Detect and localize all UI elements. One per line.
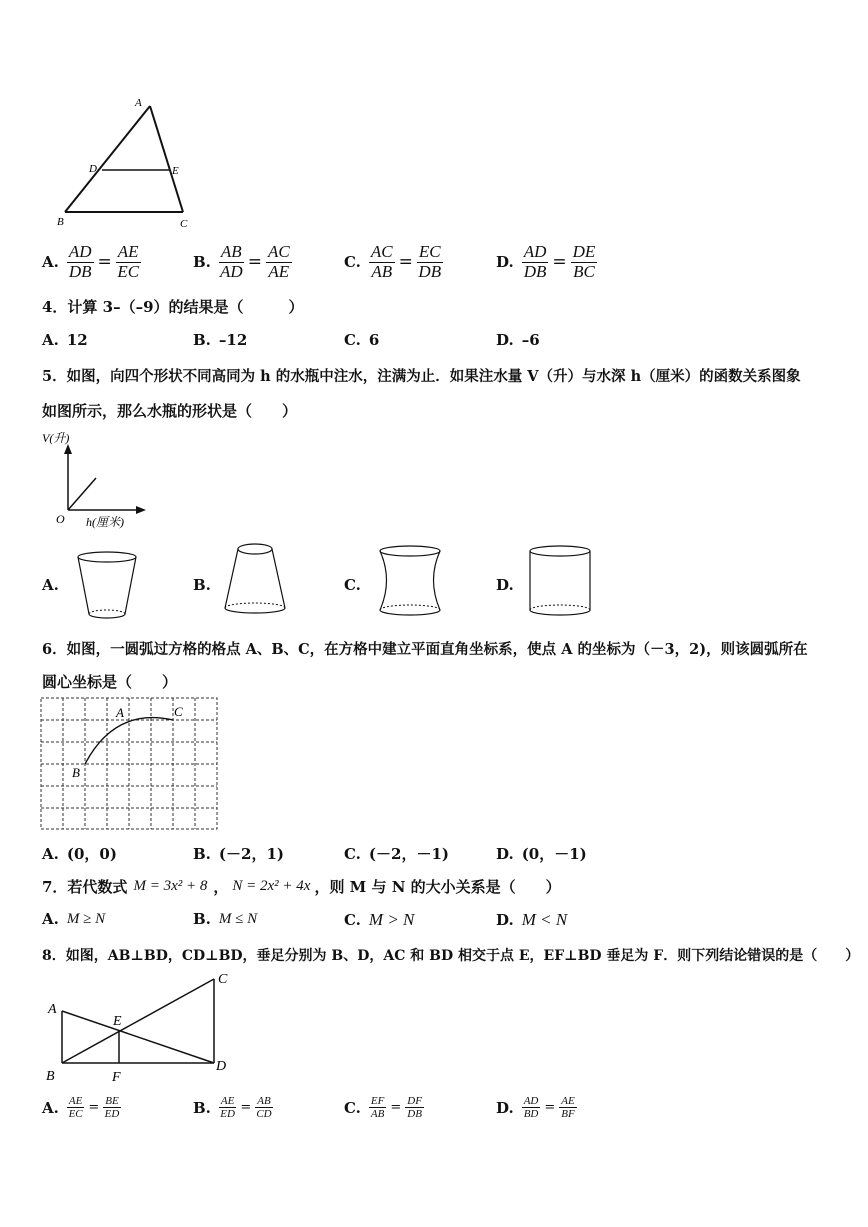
fraction: $\frac{AD}{DB}$ — [523, 242, 547, 281]
q6-option-d[interactable]: D. (0，－1) — [496, 844, 587, 863]
q8-stem: 8．如图，AB⊥BD，CD⊥BD，垂足分别为 B、D，AC 和 BD 相交于点 E，EF⊥BD 垂足为 F．则下列结论错误的是（ ） — [42, 948, 860, 964]
fig8-label-A: A — [48, 1002, 57, 1017]
q5-option-b[interactable]: B. — [193, 576, 211, 594]
fig8-label-D: D — [216, 1059, 227, 1074]
x-axis-label: h(厘米) — [86, 515, 124, 529]
q6-option-b[interactable]: B. (－2，1) — [193, 844, 284, 863]
fraction: $\frac{AB}{AD}$ — [219, 242, 243, 281]
fraction: $\frac{AC}{AE}$ — [267, 242, 290, 281]
m-expression: M = 3x² + 8 — [133, 878, 208, 894]
label-D: D — [89, 163, 97, 175]
perpendicular-figure — [42, 965, 242, 1085]
label-A: A — [135, 97, 142, 109]
q4-stem: 4．计算 3–（–9）的结果是（ ） — [42, 298, 304, 316]
bottle-d-icon — [525, 542, 595, 622]
volume-depth-graph — [40, 428, 160, 533]
origin-label: O — [56, 512, 65, 526]
grid-label-C: C — [174, 704, 183, 719]
q7-stem: 7．若代数式 M = 3x² + 8 ， N = 2x² + 4x ，则 M 与 N 的大小关系是（ ） — [42, 878, 561, 896]
fraction: $\frac{AD}{DB}$ — [68, 242, 92, 281]
option-label: D. — [496, 253, 514, 272]
q3-option-a[interactable]: A. $\frac{AD}{DB}$ = $\frac{AE}{EC}$ — [42, 242, 140, 281]
q5-stem-line1: 5．如图，向四个形状不同高同为 h 的水瓶中注水，注满为止．如果注水量 V（升）与水深 h（厘米）的函数关系图象 — [42, 368, 801, 385]
q7-option-b[interactable]: B. M ≤ N — [193, 910, 258, 928]
q8-option-d[interactable]: D. $\frac{AD}{BD}$ = $\frac{AE}{BF}$ — [496, 1095, 575, 1121]
q6-option-c[interactable]: C. (－2，－1) — [344, 844, 449, 863]
q4-option-a[interactable]: A. 12 — [42, 331, 88, 349]
q6-stem-line1: 6．如图，一圆弧过方格的格点 A、B、C，在方格中建立平面直角坐标系，使点 A 的坐标为（－3，2)，则该圆弧所在 — [42, 641, 808, 658]
fraction: $\frac{AE}{EC}$ — [117, 242, 140, 281]
q4-option-d[interactable]: D. –6 — [496, 331, 540, 349]
q5-stem-line2: 如图所示，那么水瓶的形状是（ ） — [42, 402, 298, 420]
option-label: C. — [344, 253, 361, 272]
label-B: B — [57, 216, 64, 228]
q7-option-c[interactable]: C. M > N — [344, 910, 415, 929]
bottle-c-icon — [375, 542, 445, 622]
fig8-label-B: B — [46, 1069, 55, 1084]
q5-option-d[interactable]: D. — [496, 576, 514, 594]
q3-option-d[interactable]: D. $\frac{AD}{DB}$ = $\frac{DE}{BC}$ — [496, 242, 596, 281]
fraction: $\frac{EC}{DB}$ — [418, 242, 442, 281]
fraction: $\frac{AC}{AB}$ — [370, 242, 393, 281]
q4-option-c[interactable]: C. 6 — [344, 331, 380, 349]
n-expression: N = 2x² + 4x — [232, 878, 311, 894]
q5-option-a[interactable]: A. — [42, 576, 59, 594]
fraction: $\frac{DE}{BC}$ — [572, 242, 596, 281]
fig8-label-C: C — [218, 972, 228, 987]
bottle-b-icon — [220, 540, 290, 620]
fig8-label-F: F — [112, 1070, 121, 1085]
label-C: C — [180, 218, 188, 230]
q7-option-d[interactable]: D. M < N — [496, 910, 568, 929]
q5-option-c[interactable]: C. — [344, 576, 361, 594]
q8-option-a[interactable]: A. $\frac{AE}{EC}$ = $\frac{BE}{ED}$ — [42, 1095, 120, 1121]
q6-option-a[interactable]: A. (0，0) — [42, 844, 117, 863]
q3-option-c[interactable]: C. $\frac{AC}{AB}$ = $\frac{EC}{DB}$ — [344, 242, 442, 281]
q8-option-c[interactable]: C. $\frac{EF}{AB}$ = $\frac{DF}{DB}$ — [344, 1095, 422, 1121]
q3-option-b[interactable]: B. $\frac{AB}{AD}$ = $\frac{AC}{AE}$ — [193, 242, 290, 281]
option-label: A. — [42, 253, 59, 272]
bottle-a-icon — [72, 548, 142, 624]
label-E: E — [172, 165, 179, 177]
grid-label-A: A — [116, 705, 124, 720]
q8-option-b[interactable]: B. $\frac{AE}{ED}$ = $\frac{AB}{CD}$ — [193, 1095, 272, 1121]
option-label: B. — [193, 253, 211, 272]
y-axis-label: V(升) — [42, 431, 70, 445]
fig8-label-E: E — [113, 1014, 122, 1029]
q7-option-a[interactable]: A. M ≥ N — [42, 910, 106, 928]
q6-stem-line2: 圆心坐标是（ ） — [42, 673, 178, 691]
q4-option-b[interactable]: B. –12 — [193, 331, 248, 349]
grid-arc-figure — [40, 697, 220, 831]
grid-label-B: B — [72, 765, 80, 780]
triangle-figure — [55, 92, 195, 232]
